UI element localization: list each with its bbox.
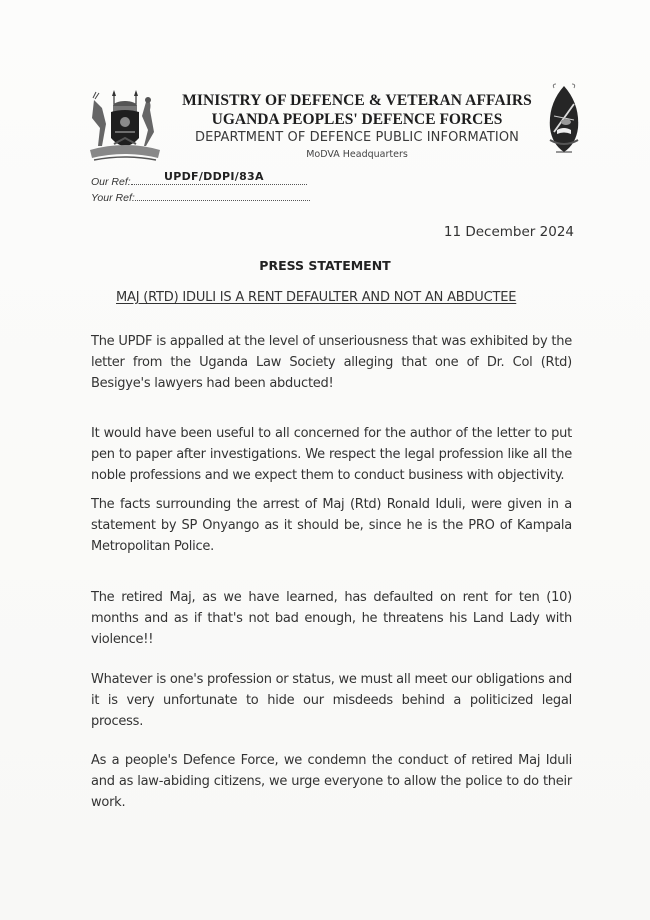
department-name: DEPARTMENT OF DEFENCE PUBLIC INFORMATION — [195, 130, 519, 145]
updf-shield-icon — [546, 82, 582, 162]
paragraph-6 — [91, 750, 572, 813]
paragraph-1 — [91, 331, 572, 394]
ministry-name: MINISTRY OF DEFENCE & VETERAN AFFAIRS — [182, 92, 532, 109]
our-ref-label: Our Ref: — [91, 176, 131, 188]
document-title: PRESS STATEMENT — [259, 258, 391, 273]
paragraph-text: The retired Maj, as we have learned, has defaulted on rent for ten (10) months and as if that's not bad enough, he threatens his Land Lady with violence!! — [91, 590, 572, 647]
paragraph-5 — [91, 669, 572, 732]
paragraph-4 — [91, 587, 572, 650]
statement-date: 11 December 2024 — [443, 224, 574, 240]
paragraph-2 — [91, 423, 572, 486]
statement-headline: MAJ (RTD) IDULI IS A RENT DEFAULTER AND NOT AN ABDUCTEE — [116, 290, 517, 305]
paragraph-text: The UPDF is appalled at the level of unseriousness that was exhibited by the letter from the Uganda Law Society alleging that one of Dr. Col (Rtd) Besigye's lawyers had been abducted! — [91, 334, 572, 391]
your-ref-row — [91, 191, 310, 204]
your-ref-dotted-line — [135, 191, 310, 201]
paragraph-text: Whatever is one's profession or status, we must all meet our obligations and it is very unfortunate to hide our misdeeds behind a politicized legal process. — [91, 672, 572, 729]
headquarters-label: MoDVA Headquarters — [306, 149, 408, 160]
force-name: UGANDA PEOPLES' DEFENCE FORCES — [211, 111, 503, 128]
paragraph-text: As a people's Defence Force, we condemn the conduct of retired Maj Iduli and as law-abiding citizens, we urge everyone to allow the police to do their work. — [91, 753, 572, 810]
paragraph-text: The facts surrounding the arrest of Maj (Rtd) Ronald Iduli, were given in a statement by SP Onyango as it should be, since he is the PRO of Kampala Metropolitan Police. — [91, 497, 572, 554]
paragraph-3 — [91, 494, 572, 557]
paragraph-text: It would have been useful to all concerned for the author of the letter to put pen to paper after investigations. We respect the legal profession like all the noble professions and we expect them to conduct business with objectivity. — [91, 426, 572, 483]
your-ref-label: Your Ref: — [91, 192, 135, 204]
our-ref-value: UPDF/DDPI/83A — [164, 170, 264, 183]
